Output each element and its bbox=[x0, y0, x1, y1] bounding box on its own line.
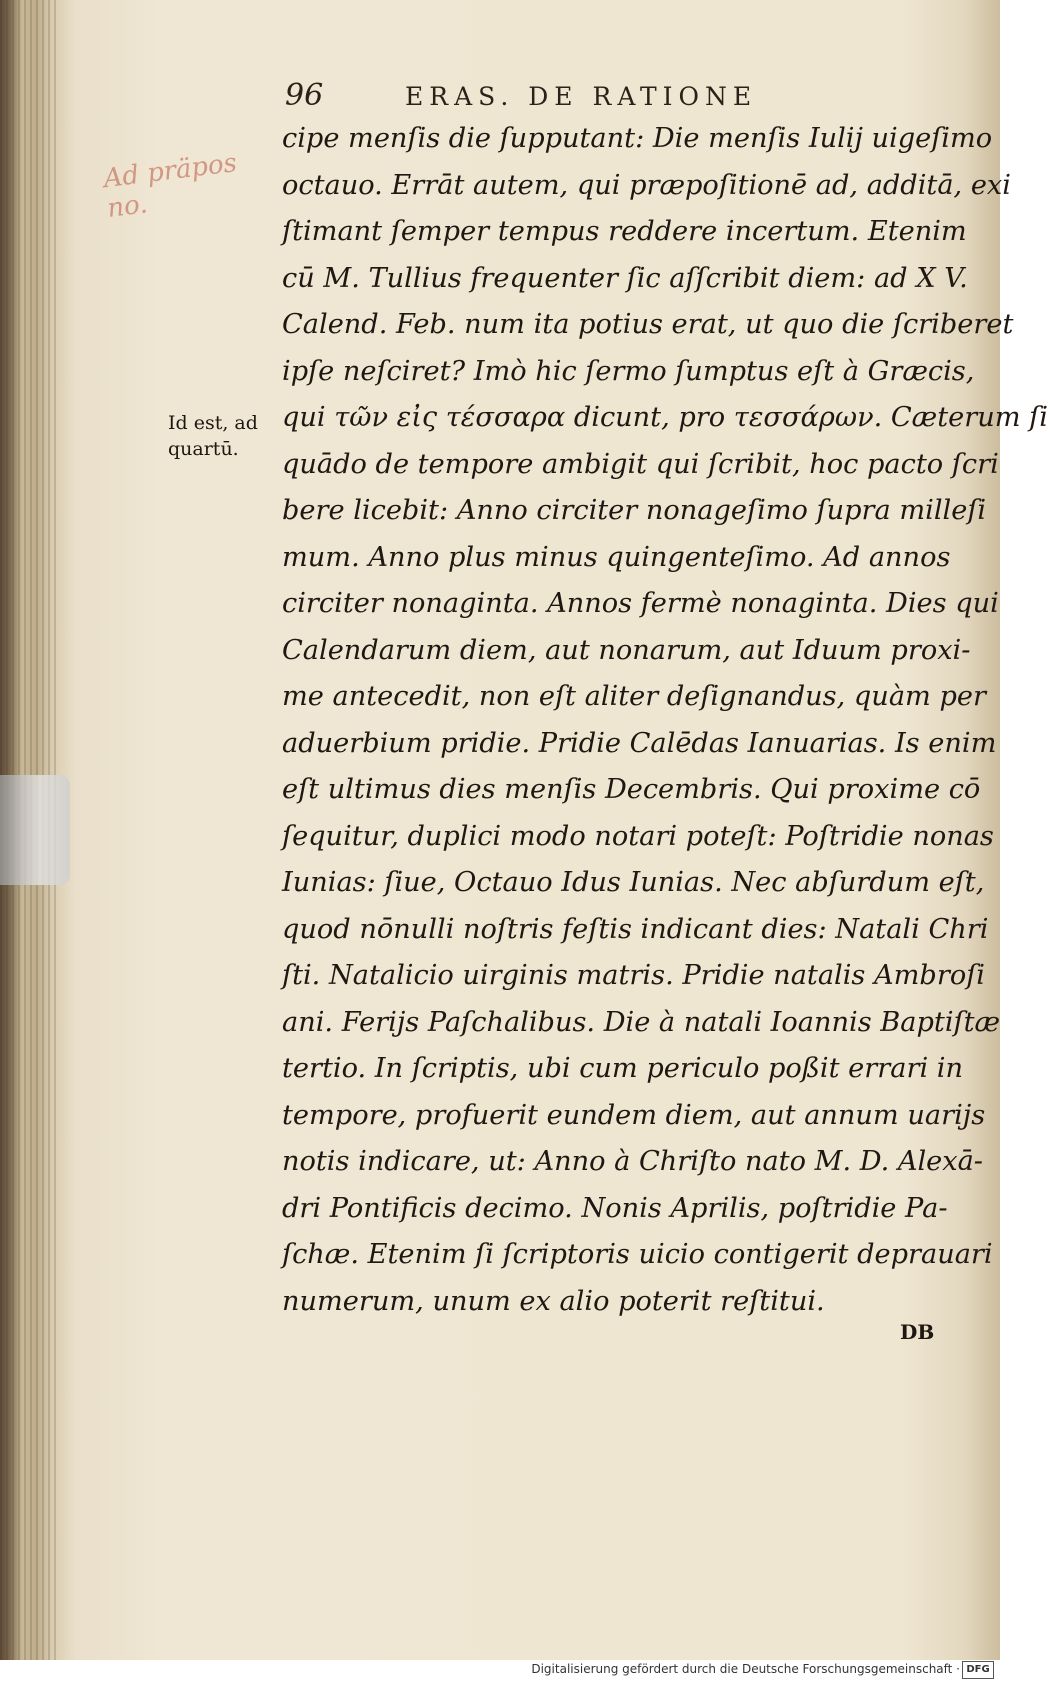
text-line: eſt ultimus dies menſis Decembris. Qui proxime cō bbox=[282, 774, 981, 805]
page-clip bbox=[0, 775, 70, 885]
printed-note-line: Id est, ad bbox=[168, 412, 258, 434]
text-line: aduerbium pridie. Pridie Calēdas Ianuarias. Is enim bbox=[282, 727, 997, 759]
body-text bbox=[282, 116, 1048, 1325]
dfg-logo: DFG bbox=[962, 1661, 994, 1679]
manuscript-note-line: no. bbox=[105, 189, 150, 224]
text-line: octauo. Errāt autem, qui præpoſitionē ad, additā, exi bbox=[282, 169, 1011, 201]
printed-margin-note bbox=[168, 410, 278, 462]
text-line: Calend. Feb. num ita potius erat, ut quo die ſcriberet bbox=[282, 309, 1014, 340]
text-line: numerum, unum ex alio poterit reſtitui. bbox=[282, 1285, 825, 1317]
page-header bbox=[285, 78, 845, 118]
text-line: qui τῶν εἰς τέσσαρα dicunt, pro τεσσάρων. Cæterum ſi bbox=[282, 402, 1048, 433]
funding-credit: Digitalisierung gefördert durch die Deutsche Forschungsgemeinschaft · bbox=[531, 1662, 960, 1676]
manuscript-note-line: Ad präpos bbox=[101, 148, 239, 195]
text-line: cipe menſis die ſupputant: Die menſis Iulij uigeſimo bbox=[282, 123, 993, 154]
text-line: circiter nonaginta. Annos fermè nonaginta. Dies qui bbox=[282, 588, 999, 619]
page-number: 96 bbox=[285, 78, 324, 113]
text-line: tempore, profuerit eundem diem, aut annum uarijs bbox=[282, 1099, 986, 1131]
text-line: cū M. Tullius frequenter ſic aſſcribit diem: ad X V. bbox=[282, 262, 968, 294]
text-line: ſti. Natalicio uirginis matris. Pridie natalis Ambroſi bbox=[282, 960, 985, 991]
text-line: quādo de tempore ambigit qui ſcribit, hoc pacto ſcri bbox=[282, 448, 999, 480]
text-line: notis indicare, ut: Anno à Chriſto nato M. D. Alexā- bbox=[282, 1146, 983, 1177]
text-line: Calendarum diem, aut nonarum, aut Iduum proxi- bbox=[282, 634, 971, 666]
text-line: mum. Anno plus minus quingenteſimo. Ad annos bbox=[282, 541, 951, 573]
catchword: DB bbox=[900, 1320, 935, 1344]
text-line: quod nōnulli noſtris feſtis indicant dies: Natali Chri bbox=[282, 913, 989, 945]
text-line: ipſe neſciret? Imò hic ſermo ſumptus eſt à Græcis, bbox=[282, 355, 975, 387]
text-line: me antecedit, non eſt aliter deſignandus, quàm per bbox=[282, 681, 986, 712]
text-line: ani. Ferijs Paſchalibus. Die à natali Ioannis Baptiſtæ bbox=[282, 1006, 1001, 1038]
text-line: tertio. In ſcriptis, ubi cum periculo poßit errari in bbox=[282, 1053, 964, 1084]
text-line: ſchæ. Etenim ſi ſcriptoris uicio contigerit deprauari bbox=[282, 1239, 993, 1270]
printed-note-line: quartū. bbox=[168, 438, 239, 460]
text-line: dri Pontificis decimo. Nonis Aprilis, poſtridie Pa- bbox=[282, 1192, 948, 1224]
text-line: ſequitur, duplici modo notari poteſt: Poſtridie nonas bbox=[282, 820, 994, 852]
text-line: bere licebit: Anno circiter nonageſimo ſupra milleſi bbox=[282, 495, 987, 526]
text-line: ſtimant ſemper tempus reddere incertum. Etenim bbox=[282, 216, 967, 247]
running-title: ERAS. DE RATIONE bbox=[405, 82, 758, 111]
text-line: Iunias: ſiue, Octauo Idus Iunias. Nec abſurdum eſt, bbox=[282, 867, 985, 898]
